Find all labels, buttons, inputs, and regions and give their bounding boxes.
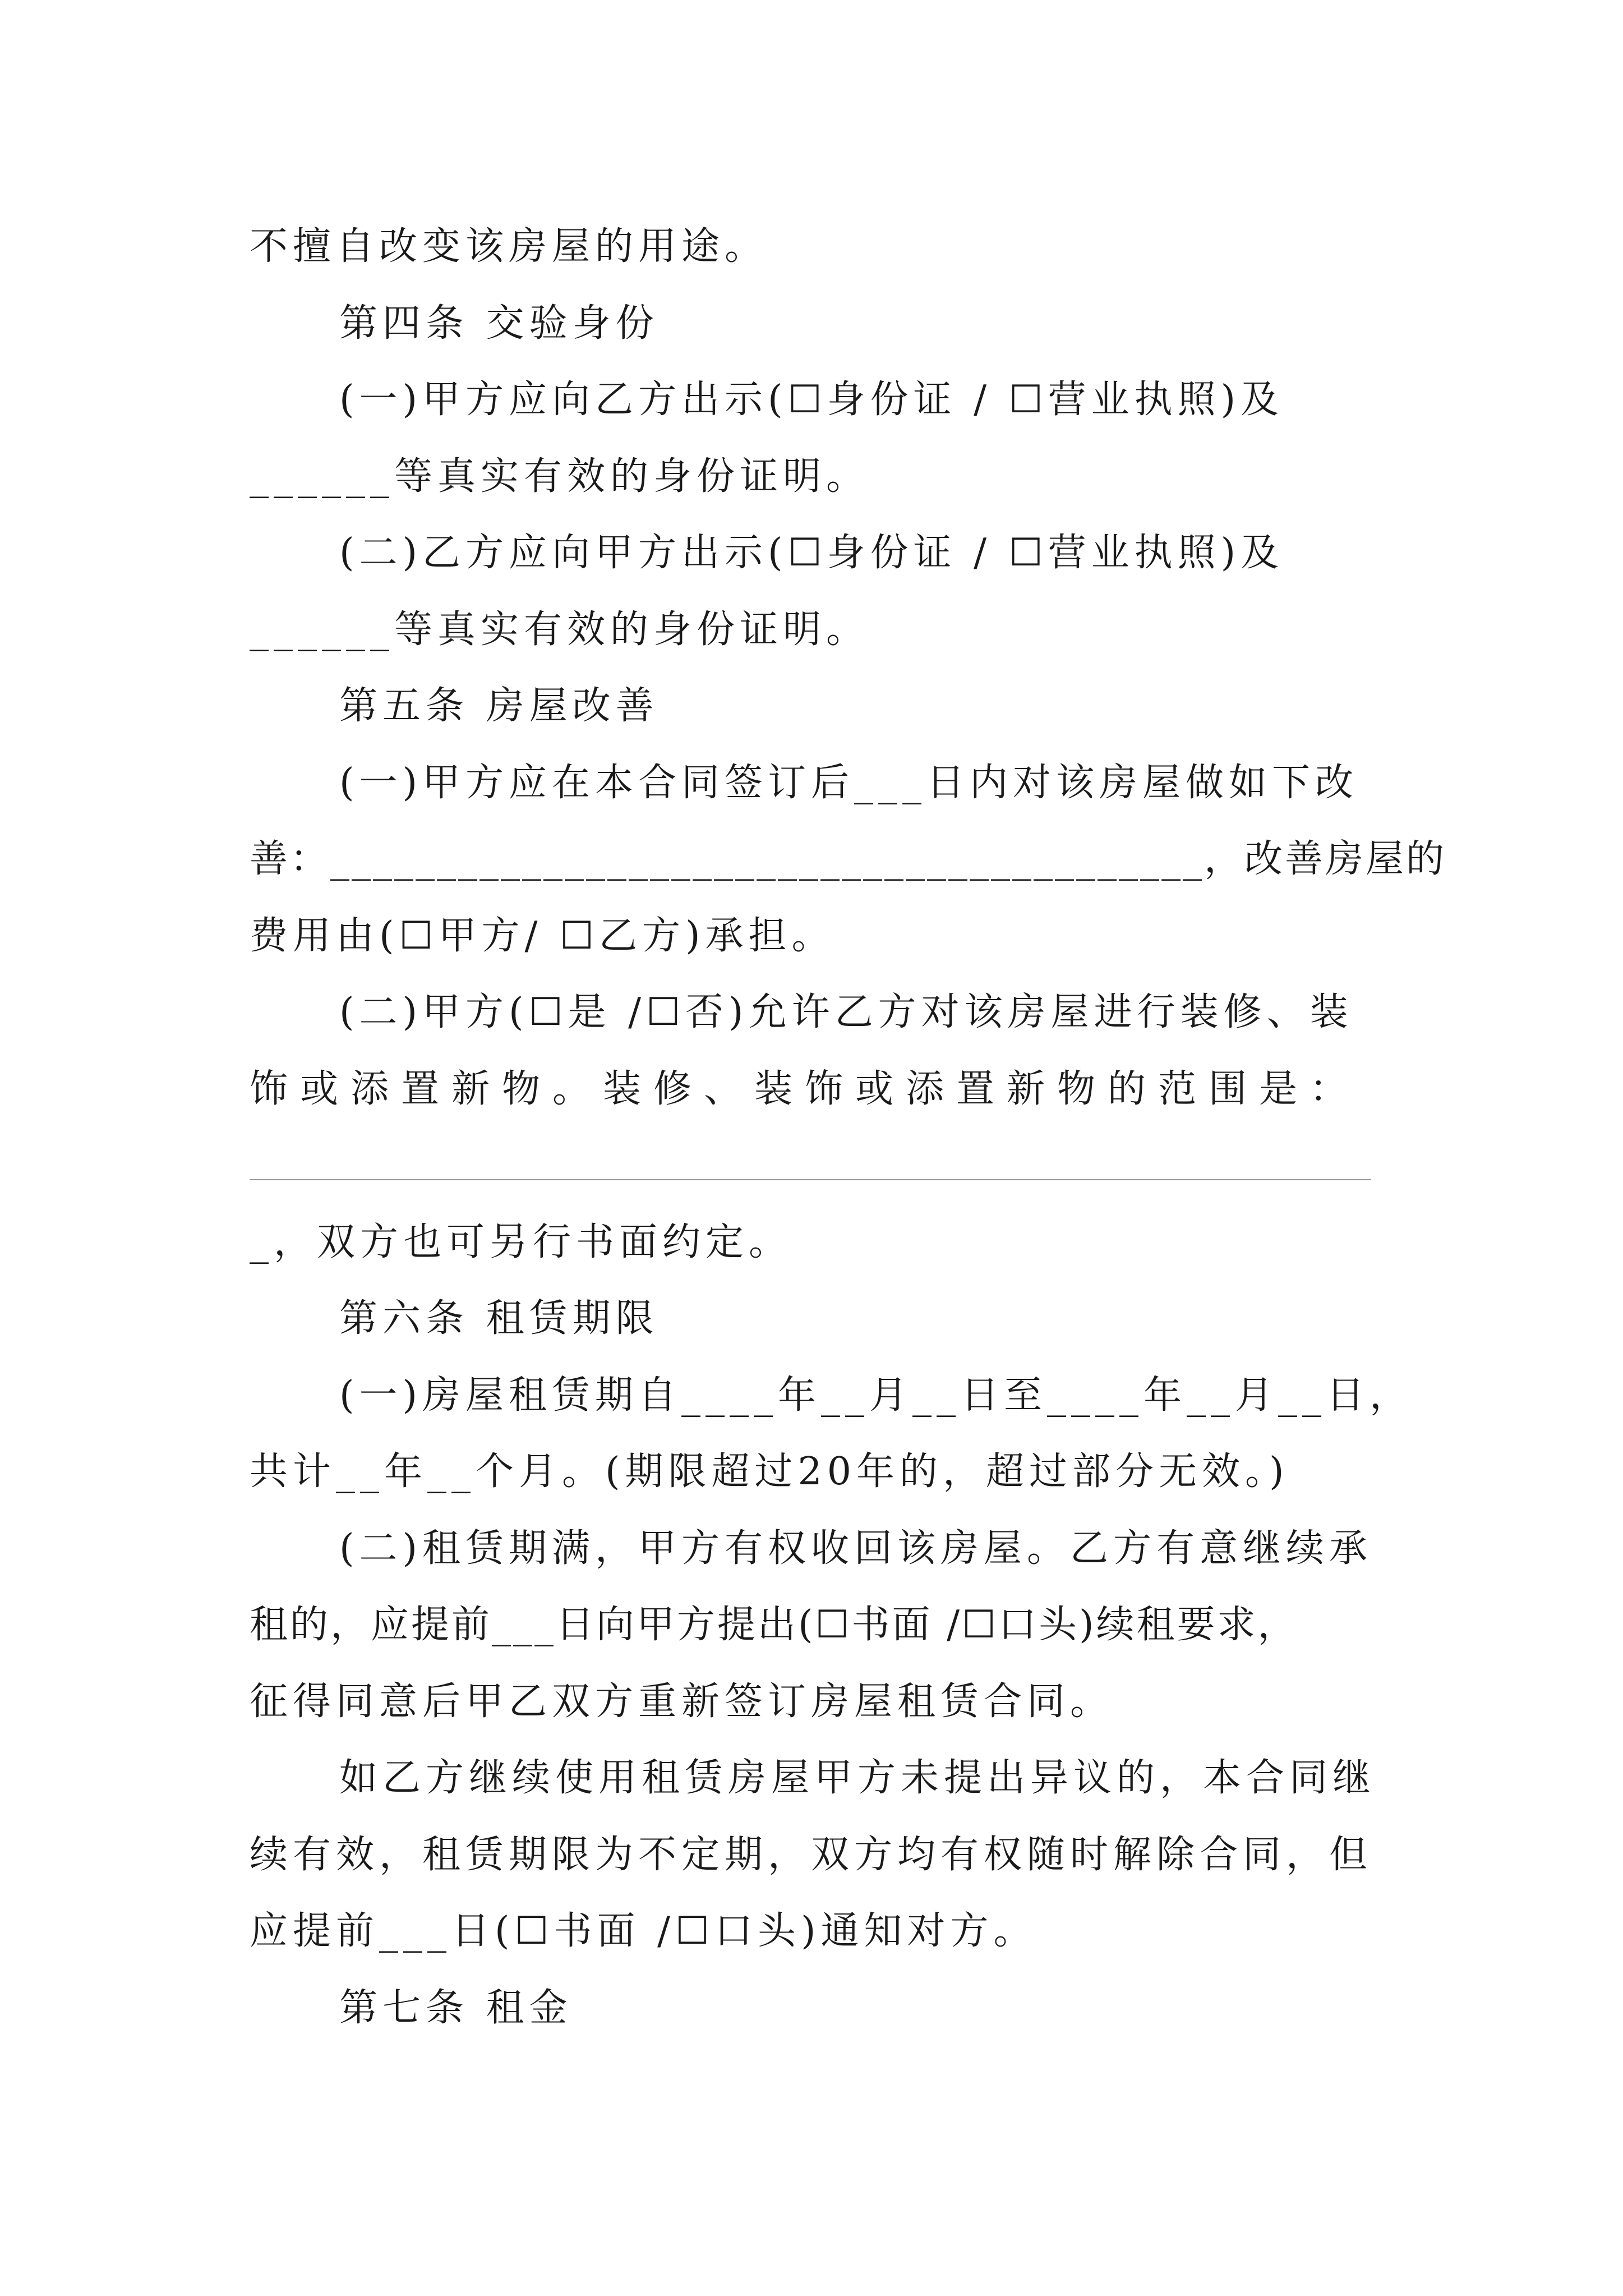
text-line: 饰或添置新物。装修、装饰或添置新物的范围是： [250, 1067, 1361, 1111]
article-heading: 第五条 房屋改善 [339, 684, 659, 728]
text-line: 应提前___日(☐书面 /☐口头)通知对方。 [250, 1909, 1037, 1953]
article-heading: 第六条 租赁期限 [339, 1296, 659, 1341]
text-line: (一)甲方应向乙方出示(☐身份证 / ☐营业执照)及 [339, 378, 1284, 422]
fill-in-blank-line [250, 1179, 1371, 1180]
text-line: (二)租赁期满，甲方有权收回该房屋。乙方有意继续承 [339, 1526, 1373, 1571]
text-line: (一)房屋租赁期自____年__月__日至____年__月__日， [339, 1373, 1413, 1418]
text-line: (一)甲方应在本合同签订后___日内对该房屋做如下改 [339, 761, 1359, 805]
text-line: ______等真实有效的身份证明。 [250, 454, 870, 499]
text-line: 善：_________________________________________，改善房屋的 [250, 837, 1447, 881]
text-line: 共计__年__个月。(期限超过20年的，超过部分无效。) [250, 1450, 1289, 1494]
text-line: 续有效，租赁期限为不定期，双方均有权随时解除合同，但 [250, 1833, 1373, 1877]
text-line: 征得同意后甲乙双方重新签订房屋租赁合同。 [250, 1680, 1114, 1724]
article-heading: 第四条 交验身份 [339, 301, 659, 346]
text-line: 如乙方继续使用租赁房屋甲方未提出异议的，本合同继 [339, 1756, 1376, 1800]
text-line: (二)乙方应向甲方出示(☐身份证 / ☐营业执照)及 [339, 531, 1284, 575]
text-line: 不擅自改变该房屋的用途。 [250, 224, 768, 269]
text-line: (二)甲方(☐是 /☐否)允许乙方对该房屋进行装修、装 [339, 990, 1353, 1034]
article-heading: 第七条 租金 [339, 1986, 573, 2030]
text-line: ______等真实有效的身份证明。 [250, 608, 870, 652]
text-line: 费用由(☐甲方/ ☐乙方)承担。 [250, 914, 835, 958]
text-line: 租的，应提前___日向甲方提出(☐书面 /☐口头)续租要求， [250, 1603, 1298, 1647]
text-line: _，双方也可另行书面约定。 [250, 1220, 792, 1264]
